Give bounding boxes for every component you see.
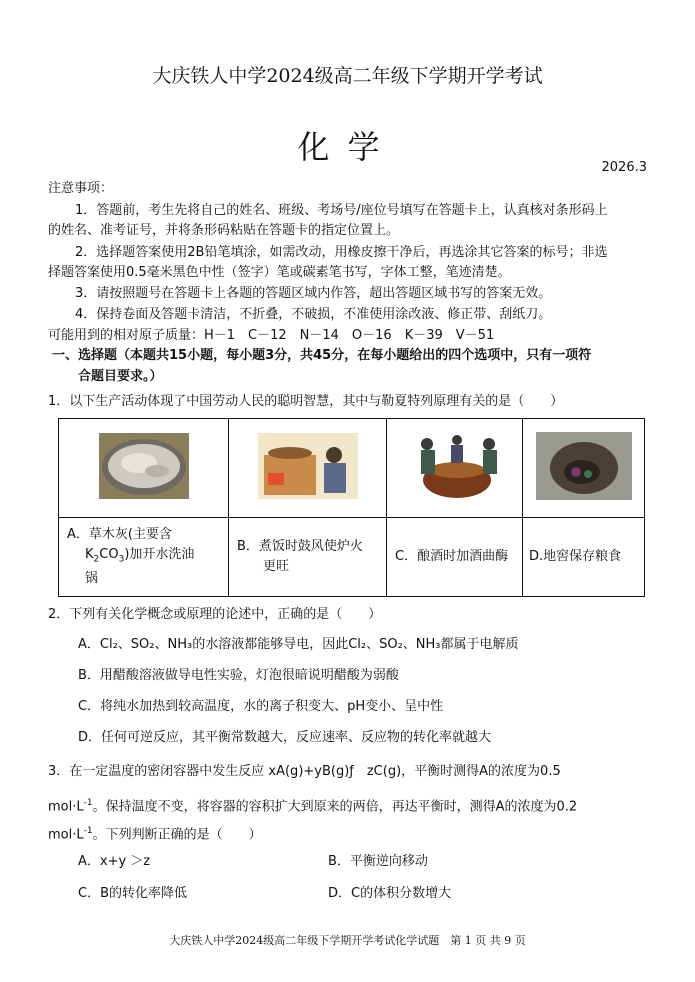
q3-option-b: B．平衡逆向移动 xyxy=(328,854,428,869)
brewing-vat-image xyxy=(405,430,505,502)
note-item-3: 3．请按照题号在答题卡上各题的答题区域内作答，超出答题区域书写的答案无效。 xyxy=(75,286,552,301)
q2-stem: 2．下列有关化学概念或原理的论述中，正确的是（ ） xyxy=(48,607,382,622)
q2-option-a: A．Cl₂、SO₂、NH₃的水溶液都能够导电，因此Cl₂、SO₂、NH₃都属于电解质 xyxy=(78,637,519,652)
q3-stem-line3: $mol\cdot L^{-1}$。下列判断正确的是（ ） xyxy=(48,826,262,843)
q1-options-table xyxy=(58,418,645,597)
notes-heading: 注意事项： xyxy=(48,181,114,196)
atomic-masses: 可能用到的相对原子质量：H－1 C－12 N－14 O－16 K－39 V－51 xyxy=(48,328,495,343)
note-item-2-line2: 择题答案使用0.5毫米黑色中性（签字）笔或碳素笔书写，字体工整，笔迹清楚。 xyxy=(48,265,511,280)
q1-option-c: C．酿酒时加酒曲酶 xyxy=(387,518,523,597)
q1-option-b xyxy=(229,518,387,597)
ash-basin-image xyxy=(99,433,189,499)
exam-title: 大庆铁人中学2024级高二年级下学期开学考试 xyxy=(152,65,543,87)
q3-option-a: A．x+y ＞z xyxy=(78,854,151,869)
q1-option-a xyxy=(59,518,229,597)
note-item-1-line1: 1．答题前，考生先将自己的姓名、班级、考场号/座位号填写在答题卡上，认真核对条形码上 xyxy=(75,203,608,218)
q1-stem: 1．以下生产活动体现了中国劳动人民的聪明智慧，其中与勒夏特列原理有关的是（ ） xyxy=(48,394,564,409)
note-item-4: 4．保持卷面及答题卡清洁，不折叠，不破损，不准使用涂改液、修正带、刮纸刀。 xyxy=(75,307,552,322)
section-heading-line1: 一、选择题（本题共15小题，每小题3分，共45分，在每小题给出的四个选项中，只有一项符 xyxy=(52,348,592,363)
cellar-pit-image xyxy=(536,432,632,500)
q3-stem-line1: 3．在一定温度的密闭容器中发生反应 xA(g)+yB(g)ƒ zC(g)，平衡时测得A的浓度为0.5 xyxy=(48,764,561,779)
q3-option-c: C．B的转化率降低 xyxy=(78,886,187,901)
cooking-stove-image xyxy=(258,433,358,499)
subject-title: 化学 xyxy=(297,128,398,166)
q1-option-d: D.地窖保存粮食 xyxy=(523,518,645,597)
q1-option-a-line1: A．草木灰(主要含 xyxy=(67,526,172,542)
q1-option-b-line1: B．煮饭时鼓风使炉火 xyxy=(237,539,363,554)
exam-date: 2026.3 xyxy=(601,160,647,175)
q1-option-b-line2: 更旺 xyxy=(263,559,290,574)
note-item-1-line2: 的姓名、准考证号，并将条形码粘贴在答题卡的指定位置上。 xyxy=(48,223,400,238)
note-item-2-line1: 2．选择题答案使用2B铅笔填涂，如需改动，用橡皮擦干净后，再选涂其它答案的标号；非选 xyxy=(75,245,608,260)
q1-image-cell-d xyxy=(523,419,645,518)
q3-stem-line2: $mol\cdot L^{-1}$。保持温度不变，将容器的容积扩大到原来的两倍，再达平衡时，测得A的浓度为0.2 xyxy=(48,798,578,815)
page-footer: 大庆铁人中学2024级高二年级下学期开学考试化学试题 第 1 页 共 9 页 xyxy=(169,934,526,947)
q1-image-cell-c xyxy=(387,419,523,518)
section-heading-line2: 合题目要求。） xyxy=(78,369,163,384)
q3-option-d: D．C的体积分数增大 xyxy=(328,886,452,901)
q1-image-cell-b xyxy=(229,419,387,518)
q1-option-a-line3: 锅 xyxy=(85,571,99,587)
q2-option-c: C．将纯水加热到较高温度，水的离子积变大、pH变小、呈中性 xyxy=(78,699,444,714)
q2-option-d: D．任何可逆反应，其平衡常数越大，反应速率、反应物的转化率就越大 xyxy=(78,730,492,745)
q1-option-a-line2: $K_2CO_3$)加开水洗油 xyxy=(85,546,195,565)
q1-image-cell-a xyxy=(59,419,229,518)
q2-option-b: B．用醋酸溶液做导电性实验，灯泡很暗说明醋酸为弱酸 xyxy=(78,668,399,683)
